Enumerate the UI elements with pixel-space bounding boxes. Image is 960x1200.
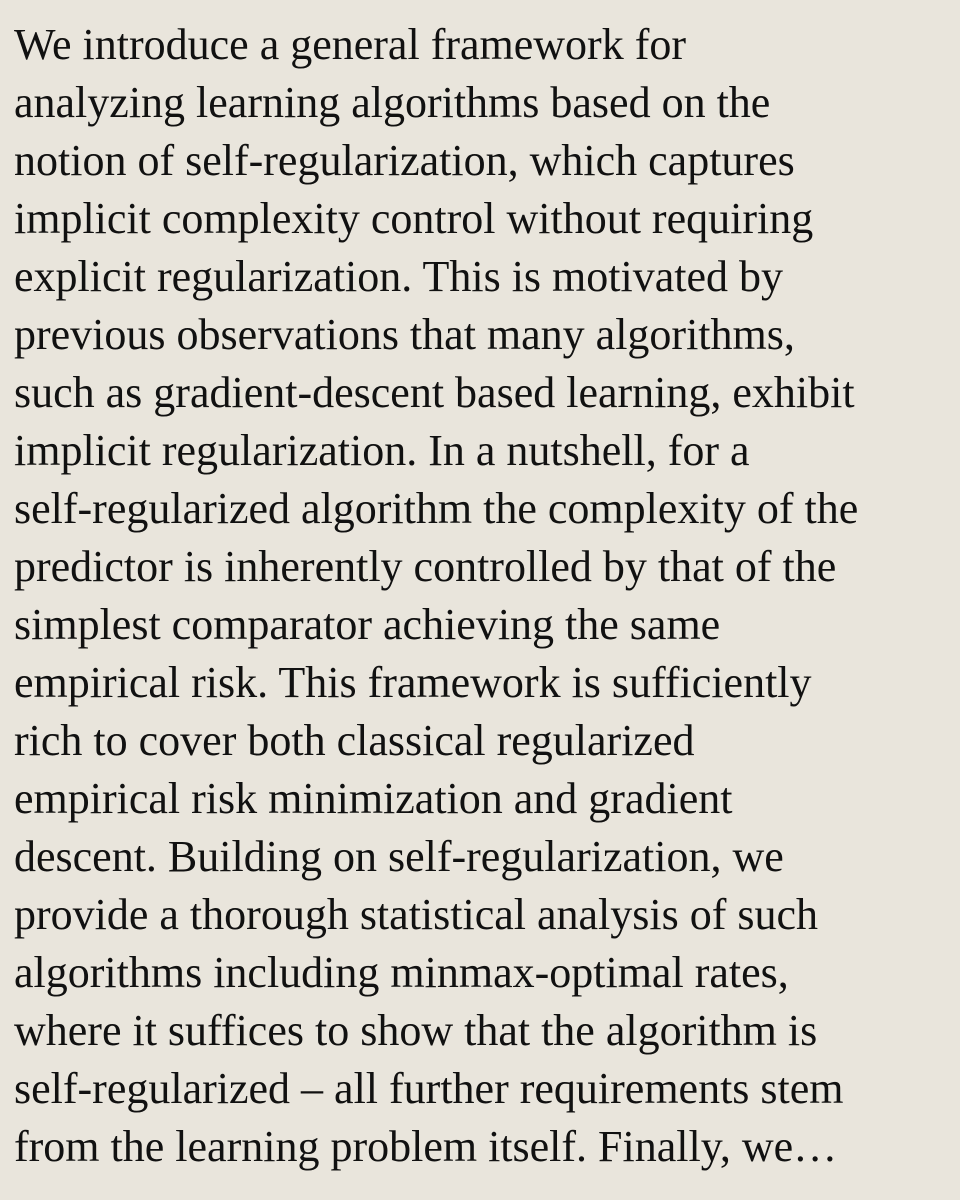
text-line: previous observations that many algorithms,: [14, 310, 795, 359]
text-line: such as gradient-descent based learning, exhibit: [14, 368, 855, 417]
text-line: descent. Building on self-regularization, we: [14, 832, 784, 881]
text-line: empirical risk. This framework is sufficiently: [14, 658, 812, 707]
text-line: empirical risk minimization and gradient: [14, 774, 733, 823]
text-line: rich to cover both classical regularized: [14, 716, 695, 765]
text-line: self-regularized algorithm the complexity of the: [14, 484, 859, 533]
text-line: simplest comparator achieving the same: [14, 600, 721, 649]
text-line: notion of self-regularization, which captures: [14, 136, 795, 185]
text-line: explicit regularization. This is motivated by: [14, 252, 784, 301]
text-line: We introduce a general framework for: [14, 20, 687, 69]
text-line: provide a thorough statistical analysis of such: [14, 890, 819, 939]
text-line: where it suffices to show that the algorithm is: [14, 1006, 818, 1055]
abstract-text: [14, 16, 950, 1176]
text-line: algorithms including minmax-optimal rates,: [14, 948, 789, 997]
text-line: implicit complexity control without requiring: [14, 194, 814, 243]
text-line: implicit regularization. In a nutshell, for a: [14, 426, 750, 475]
text-line: self-regularized – all further requirements stem: [14, 1064, 844, 1113]
text-line: analyzing learning algorithms based on the: [14, 78, 771, 127]
text-line: from the learning problem itself. Finally, we…: [14, 1122, 838, 1171]
text-line: predictor is inherently controlled by that of the: [14, 542, 837, 591]
